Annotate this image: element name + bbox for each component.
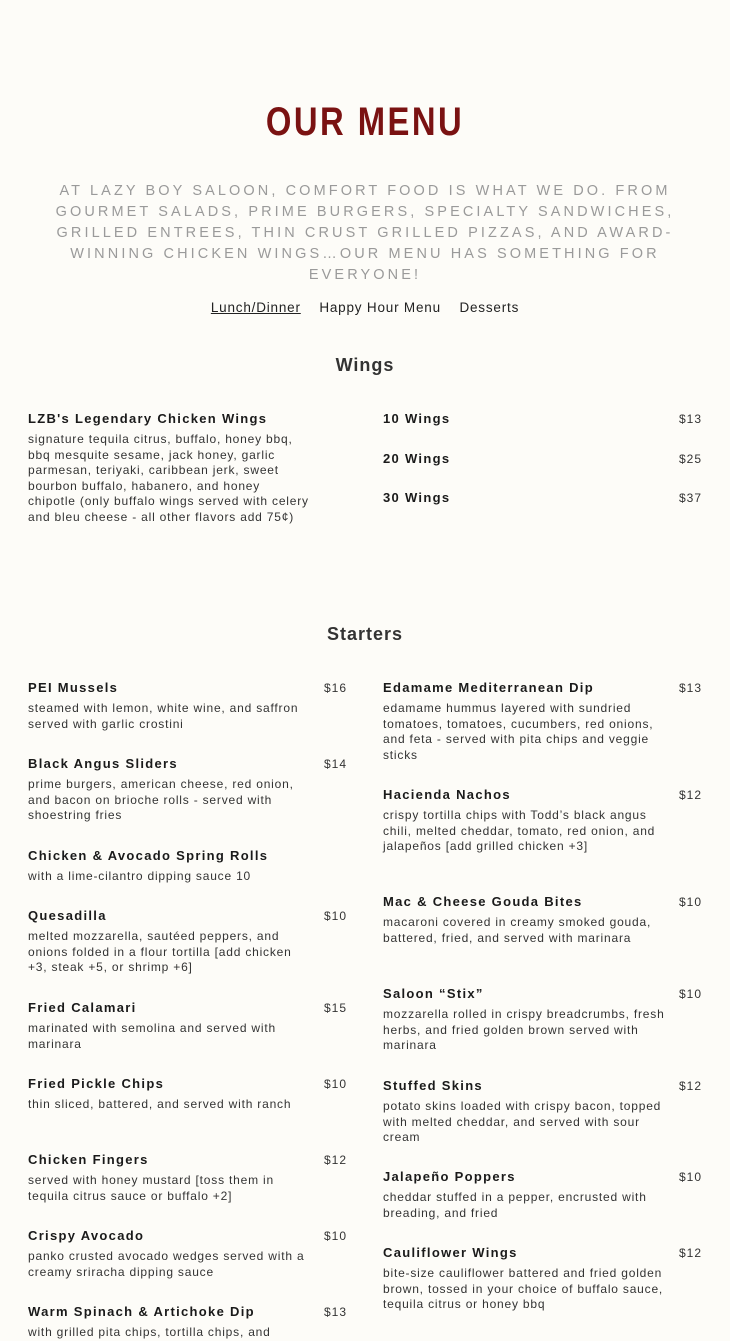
menu-item-name: Saloon “Stix” [383, 986, 484, 1001]
menu-item [28, 1228, 348, 1280]
menu-item-description: bite-size cauliflower battered and fried golden brown, tossed in your choice of buffalo sauce, tequila citrus or honey bbq [383, 1266, 664, 1312]
menu-item [383, 1245, 703, 1313]
menu-item-description: thin sliced, battered, and served with ranch [28, 1097, 292, 1111]
menu-item [28, 680, 348, 732]
menu-item-name: Black Angus Sliders [28, 756, 178, 771]
menu-item [383, 451, 703, 467]
menu-item-name: Mac & Cheese Gouda Bites [383, 894, 583, 909]
menu-item-description: steamed with lemon, white wine, and saffron served with garlic crostini [28, 701, 299, 731]
menu-item [383, 894, 703, 946]
menu-item-name: Warm Spinach & Artichoke Dip [28, 1304, 255, 1319]
menu-item-description: potato skins loaded with crispy bacon, topped with melted cheddar, and served with sour cream [383, 1099, 662, 1145]
tab-desserts[interactable]: Desserts [459, 300, 520, 315]
menu-item-name: Fried Calamari [28, 1000, 137, 1015]
menu-item [28, 1000, 348, 1052]
menu-tabs [0, 300, 730, 315]
menu-item [28, 1152, 348, 1204]
menu-item [383, 1078, 703, 1146]
menu-item-description: marinated with semolina and served with marinara [28, 1021, 276, 1051]
menu-item-price: $12 [678, 1246, 702, 1260]
tab-lunch-dinner[interactable]: Lunch/Dinner [210, 300, 301, 315]
menu-item-price: $10 [323, 1077, 347, 1091]
menu-item-price: $10 [323, 909, 347, 923]
menu-item-name: PEI Mussels [28, 680, 119, 695]
menu-item [28, 1076, 348, 1113]
menu-item-description: served with honey mustard [toss them in tequila citrus sauce or buffalo +2] [28, 1173, 274, 1203]
menu-item-name: Stuffed Skins [383, 1078, 483, 1093]
menu-item [383, 986, 703, 1054]
menu-item [383, 680, 703, 763]
menu-item-price: $10 [678, 987, 702, 1001]
menu-item [28, 756, 348, 824]
menu-item-description: macaroni covered in creamy smoked gouda, battered, fried, and served with marinara [383, 915, 652, 945]
menu-item-name: 10 Wings [383, 411, 451, 426]
menu-item-price: $13 [323, 1305, 347, 1319]
page-title: OUR MENU [265, 100, 465, 144]
menu-item-name: Chicken Fingers [28, 1152, 149, 1167]
menu-item-description: panko crusted avocado wedges served with a creamy sriracha dipping sauce [28, 1249, 305, 1279]
section-title-starters: Starters [326, 624, 404, 644]
menu-item-name: 30 Wings [383, 490, 451, 505]
menu-item-name: Crispy Avocado [28, 1228, 145, 1243]
menu-item-price: $10 [323, 1229, 347, 1243]
menu-item-price: $16 [323, 681, 347, 695]
menu-item [383, 490, 703, 506]
menu-item-name: Quesadilla [28, 908, 107, 923]
menu-intro-text: AT LAZY BOY SALOON, COMFORT FOOD IS WHAT WE DO. FROM GOURMET SALADS, PRIME BURGERS, SPECIALTY SANDWICHES, GRILLED ENTREES, THIN CRUST GRILLED PIZZAS, AND AWARD-WINNING CHICKEN WINGS…OUR MENU HAS SOMETHING FOR EVERYONE! [55, 183, 675, 283]
menu-item-name: Chicken & Avocado Spring Rolls [28, 848, 269, 863]
menu-item-price: $10 [678, 895, 702, 909]
menu-item-description: prime burgers, american cheese, red onion, and bacon on brioche rolls - served with shoestring fries [28, 777, 294, 823]
menu-item-description: cheddar stuffed in a pepper, encrusted with breading, and fried [383, 1190, 647, 1220]
menu-item [383, 1169, 703, 1221]
menu-item-name: LZB's Legendary Chicken Wings [28, 411, 268, 426]
menu-item [28, 411, 348, 526]
menu-item-name: Cauliflower Wings [383, 1245, 518, 1260]
menu-item [28, 908, 348, 976]
menu-item-name: Fried Pickle Chips [28, 1076, 165, 1091]
menu-item-price: $15 [323, 1001, 347, 1015]
menu-item-description: with grilled pita chips, tortilla chips, and [28, 1325, 271, 1339]
menu-item-price: $12 [323, 1153, 347, 1167]
section-title-wings: Wings [335, 355, 395, 375]
tab-happy-hour-menu[interactable]: Happy Hour Menu [319, 300, 441, 315]
menu-item-price: $10 [678, 1170, 702, 1184]
menu-item-description: signature tequila citrus, buffalo, honey bbq, bbq mesquite sesame, jack honey, garlic parmesan, teriyaki, caribbean jerk, sweet bourbon buffalo, habanero, and honey chipotle (only buffalo wings served with celery and bleu cheese - all other flavors add 75¢) [28, 432, 309, 524]
menu-item-name: 20 Wings [383, 451, 451, 466]
menu-item [383, 787, 703, 855]
menu-item-description: crispy tortilla chips with Todd’s black angus chili, melted cheddar, tomato, red onion, and jalapeños [add grilled chicken +3] [383, 808, 656, 854]
menu-item-name: Hacienda Nachos [383, 787, 511, 802]
menu-item-price: $13 [678, 681, 702, 695]
menu-item-price: $12 [678, 788, 702, 802]
menu-item [383, 411, 703, 427]
menu-item-description: edamame hummus layered with sundried tomatoes, tomatoes, cucumbers, red onions, and feta - served with pita chips and veggie sticks [383, 701, 654, 762]
menu-item-description: melted mozzarella, sautéed peppers, and onions folded in a flour tortilla [add chicken +3, steak +5, or shrimp +6] [28, 929, 292, 975]
menu-item-price: $25 [678, 452, 702, 466]
menu-item-price: $12 [678, 1079, 702, 1093]
menu-item [28, 1304, 348, 1341]
menu-item-price: $14 [323, 757, 347, 771]
menu-item [28, 848, 348, 885]
menu-item-description: mozzarella rolled in crispy breadcrumbs, fresh herbs, and fried golden brown served with marinara [383, 1007, 665, 1053]
menu-item-name: Jalapeño Poppers [383, 1169, 516, 1184]
menu-item-name: Edamame Mediterranean Dip [383, 680, 594, 695]
menu-item-price: $37 [678, 491, 702, 505]
menu-item-description: with a lime-cilantro dipping sauce 10 [28, 869, 252, 883]
menu-item-price: $13 [678, 412, 702, 426]
